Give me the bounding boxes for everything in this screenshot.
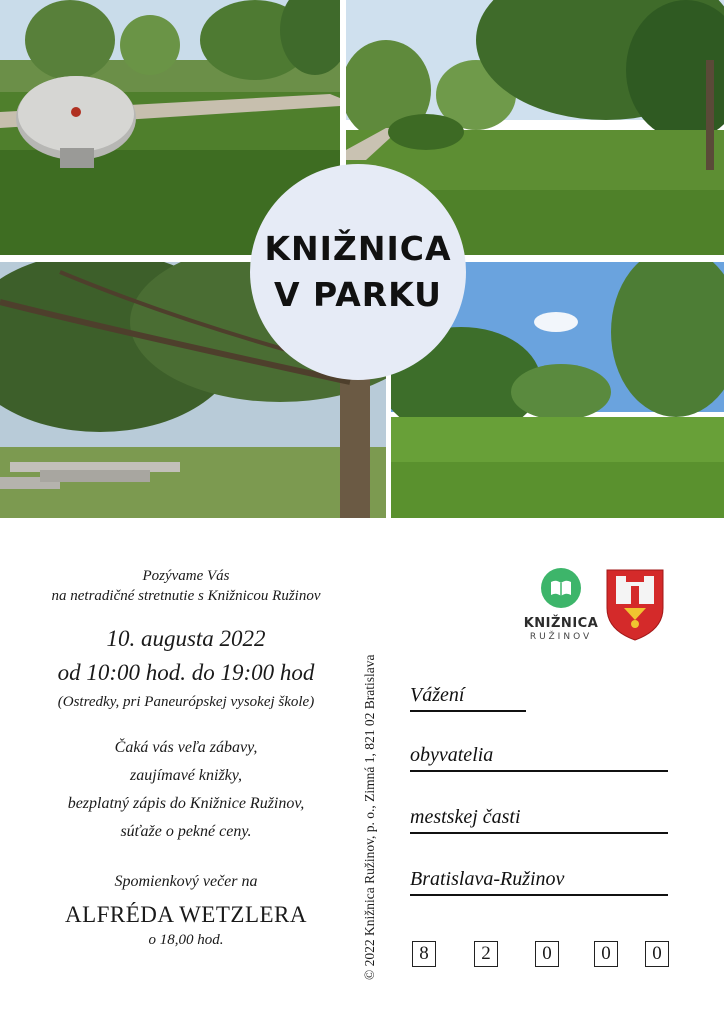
intro-line-1: Pozývame Vás	[142, 568, 230, 584]
zip-digit-box: 0	[535, 941, 559, 967]
address-line-3: mestskej časti	[410, 806, 668, 834]
event-time: od 10:00 hod. do 19:00 hod	[57, 660, 315, 685]
intro-line-2: na netradičné stretnutie s Knižnicou Ružinov	[51, 588, 321, 604]
coat-of-arms-icon	[604, 568, 666, 642]
program-item: súťaže o pekné ceny.	[120, 823, 252, 840]
title-line-2: V PARKU	[274, 275, 442, 314]
address-line-1: Vážení	[410, 684, 526, 712]
memorial-label: Spomienkový večer na	[114, 873, 258, 890]
event-date: 10. augusta 2022	[106, 626, 266, 651]
title-line-1: KNIŽNICA	[264, 229, 452, 268]
library-logo-sub: RUŽINOV	[529, 632, 593, 642]
zip-digit-box: 2	[474, 941, 498, 967]
address-line-2: obyvatelia	[410, 744, 668, 772]
library-logo-name: KNIŽNICA	[523, 616, 599, 631]
library-logo	[522, 568, 600, 642]
zip-digit-box: 8	[412, 941, 436, 967]
invitation-text	[14, 566, 358, 950]
book-icon	[541, 568, 581, 608]
event-place: (Ostredky, pri Paneurópskej vysokej škole)	[57, 694, 315, 710]
title-badge	[250, 164, 466, 380]
memorial-time: o 18,00 hod.	[148, 932, 224, 948]
program-list	[14, 734, 358, 846]
program-item: bezplatný zápis do Knižnice Ružinov,	[67, 795, 305, 812]
zip-digit-box: 0	[594, 941, 618, 967]
zip-digit-box: 0	[645, 941, 669, 967]
program-item: zaujímavé knižky,	[130, 767, 242, 784]
program-item: Čaká vás veľa zábavy,	[114, 739, 258, 756]
memorial-name: ALFRÉDA WETZLERA	[64, 902, 308, 927]
address-line-4: Bratislava-Ružinov	[410, 868, 668, 896]
copyright-text: © 2022 Knižnica Ružinov, p. o., Zimná 1, 821 02 Bratislava	[362, 654, 377, 980]
